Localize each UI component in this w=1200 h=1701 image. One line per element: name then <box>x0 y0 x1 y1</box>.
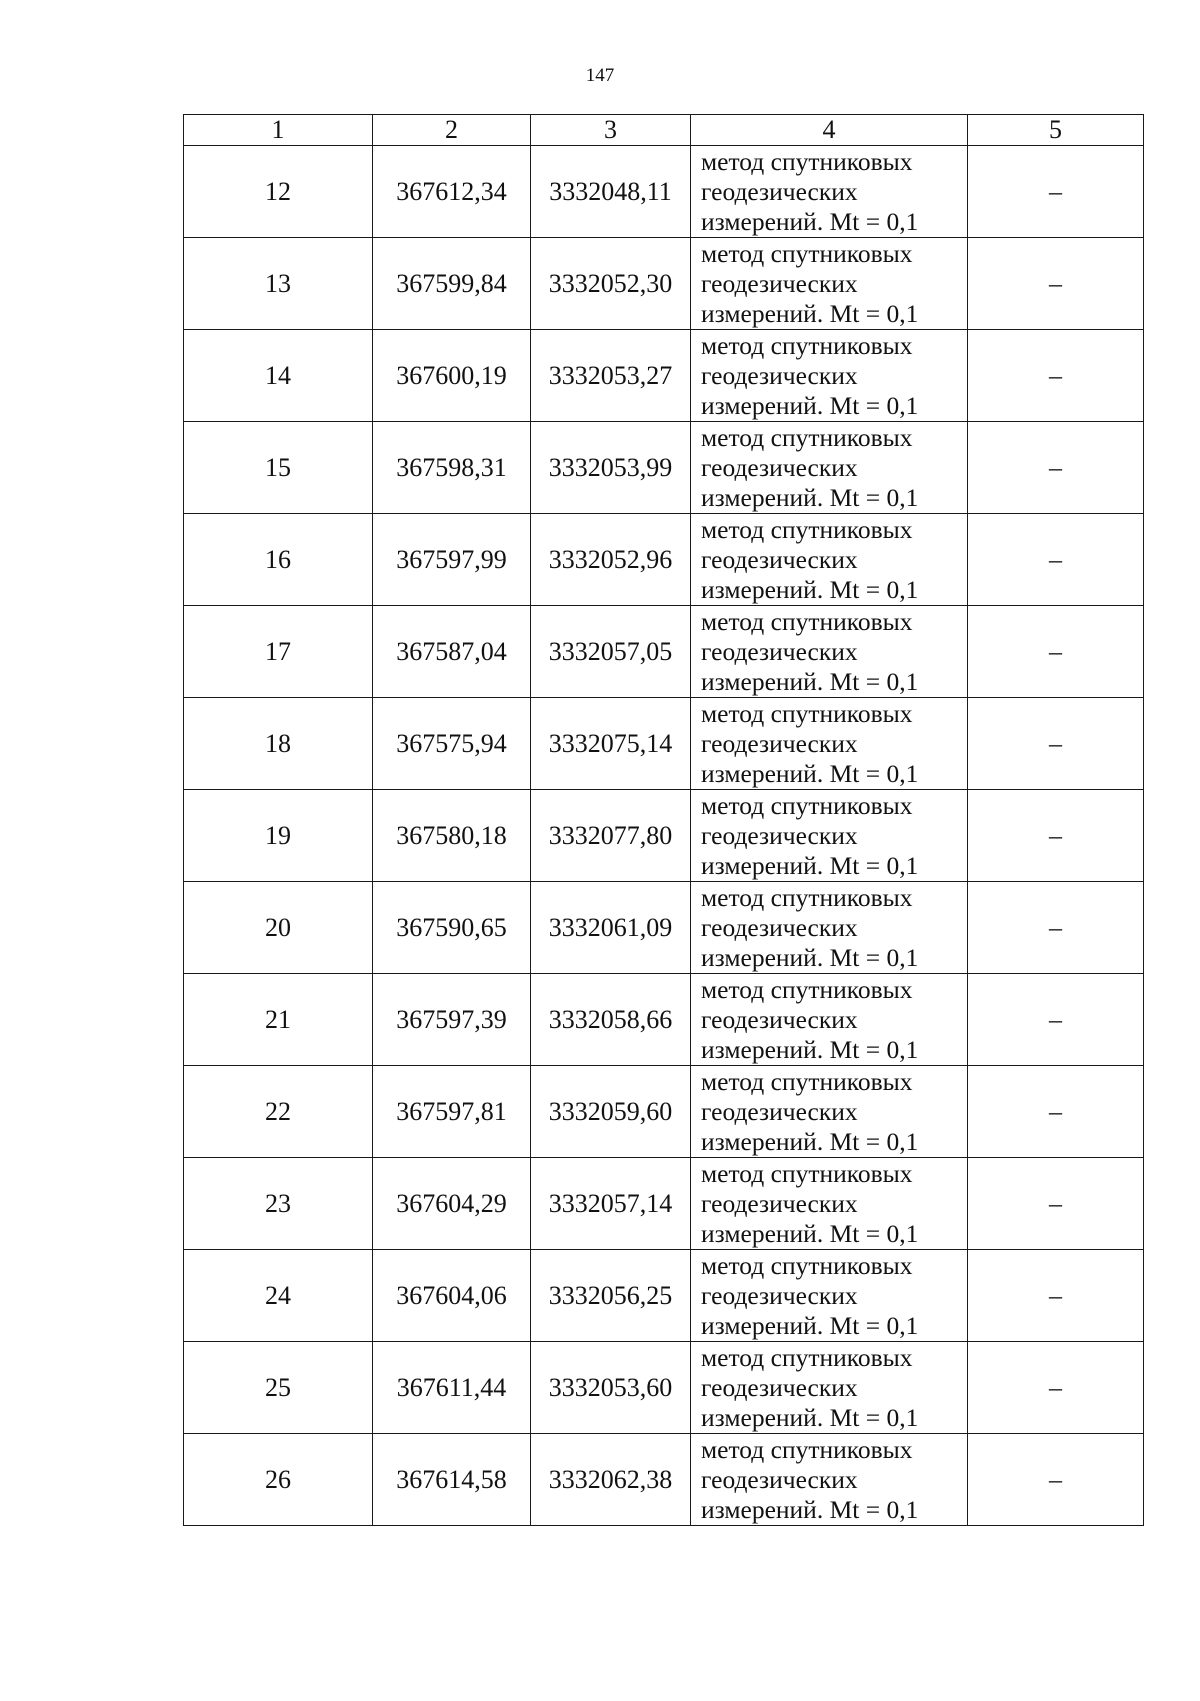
method-line: геодезических <box>701 820 858 850</box>
note-dash: – <box>968 1158 1144 1250</box>
note-dash: – <box>968 1342 1144 1434</box>
coordinate-x: 367612,34 <box>373 146 531 238</box>
page-number: 147 <box>585 65 615 86</box>
method-line: измерений. Mt = 0,1 <box>701 482 919 512</box>
note-dash: – <box>968 698 1144 790</box>
method-description <box>691 146 968 238</box>
coordinate-y: 3332052,96 <box>531 514 691 606</box>
coordinate-y: 3332052,30 <box>531 238 691 330</box>
method-line: измерений. Mt = 0,1 <box>701 1494 919 1524</box>
point-number: 24 <box>184 1250 373 1342</box>
method-line: измерений. Mt = 0,1 <box>701 390 919 420</box>
method-line: измерений. Mt = 0,1 <box>701 1126 919 1156</box>
method-line: метод спутниковых <box>701 1342 913 1372</box>
coordinate-x: 367600,19 <box>373 330 531 422</box>
method-line: метод спутниковых <box>701 514 913 544</box>
method-line: измерений. Mt = 0,1 <box>701 206 919 236</box>
method-description <box>691 1434 968 1526</box>
point-number: 25 <box>184 1342 373 1434</box>
method-line: метод спутниковых <box>701 790 913 820</box>
coordinate-x: 367590,65 <box>373 882 531 974</box>
note-dash: – <box>968 146 1144 238</box>
method-line: метод спутниковых <box>701 974 913 1004</box>
method-line: геодезических <box>701 912 858 942</box>
header-col-4: 4 <box>691 115 968 146</box>
method-line: метод спутниковых <box>701 146 913 176</box>
method-description <box>691 422 968 514</box>
header-row <box>184 115 1144 146</box>
coordinate-x: 367597,81 <box>373 1066 531 1158</box>
method-line: измерений. Mt = 0,1 <box>701 1402 919 1432</box>
point-number: 17 <box>184 606 373 698</box>
method-line: измерений. Mt = 0,1 <box>701 758 919 788</box>
method-line: измерений. Mt = 0,1 <box>701 942 919 972</box>
method-line: метод спутниковых <box>701 606 913 636</box>
method-line: геодезических <box>701 1188 858 1218</box>
method-line: метод спутниковых <box>701 238 913 268</box>
note-dash: – <box>968 882 1144 974</box>
note-dash: – <box>968 974 1144 1066</box>
method-description <box>691 514 968 606</box>
coordinate-y: 3332053,60 <box>531 1342 691 1434</box>
method-description <box>691 882 968 974</box>
method-line: метод спутниковых <box>701 422 913 452</box>
method-line: геодезических <box>701 1280 858 1310</box>
method-description <box>691 790 968 882</box>
method-description <box>691 238 968 330</box>
table-body <box>184 146 1144 1526</box>
method-line: геодезических <box>701 1004 858 1034</box>
method-line: метод спутниковых <box>701 1434 913 1464</box>
coordinate-x: 367604,29 <box>373 1158 531 1250</box>
note-dash: – <box>968 606 1144 698</box>
method-description <box>691 1158 968 1250</box>
coordinate-x: 367597,99 <box>373 514 531 606</box>
coordinate-x: 367599,84 <box>373 238 531 330</box>
table-row <box>184 514 1144 606</box>
method-line: измерений. Mt = 0,1 <box>701 1218 919 1248</box>
table-row <box>184 974 1144 1066</box>
table-row <box>184 1342 1144 1434</box>
coordinate-y: 3332059,60 <box>531 1066 691 1158</box>
note-dash: – <box>968 1434 1144 1526</box>
coordinate-x: 367614,58 <box>373 1434 531 1526</box>
note-dash: – <box>968 330 1144 422</box>
point-number: 22 <box>184 1066 373 1158</box>
method-description <box>691 606 968 698</box>
header-col-3: 3 <box>531 115 691 146</box>
coordinate-x: 367597,39 <box>373 974 531 1066</box>
note-dash: – <box>968 1066 1144 1158</box>
coordinate-x: 367587,04 <box>373 606 531 698</box>
coordinate-y: 3332053,27 <box>531 330 691 422</box>
table-row <box>184 1066 1144 1158</box>
point-number: 19 <box>184 790 373 882</box>
method-line: метод спутниковых <box>701 1158 913 1188</box>
point-number: 26 <box>184 1434 373 1526</box>
note-dash: – <box>968 422 1144 514</box>
method-line: геодезических <box>701 544 858 574</box>
method-line: метод спутниковых <box>701 1250 913 1280</box>
coordinate-y: 3332053,99 <box>531 422 691 514</box>
coordinate-y: 3332061,09 <box>531 882 691 974</box>
method-line: геодезических <box>701 176 858 206</box>
table-row <box>184 330 1144 422</box>
method-line: измерений. Mt = 0,1 <box>701 666 919 696</box>
method-line: измерений. Mt = 0,1 <box>701 1310 919 1340</box>
method-line: геодезических <box>701 728 858 758</box>
coordinate-y: 3332075,14 <box>531 698 691 790</box>
coordinate-y: 3332056,25 <box>531 1250 691 1342</box>
method-description <box>691 1250 968 1342</box>
point-number: 18 <box>184 698 373 790</box>
table-row <box>184 606 1144 698</box>
method-description <box>691 1066 968 1158</box>
method-line: измерений. Mt = 0,1 <box>701 574 919 604</box>
coordinate-y: 3332058,66 <box>531 974 691 1066</box>
method-description <box>691 698 968 790</box>
coordinate-x: 367580,18 <box>373 790 531 882</box>
note-dash: – <box>968 514 1144 606</box>
header-col-5: 5 <box>968 115 1144 146</box>
coordinate-x: 367575,94 <box>373 698 531 790</box>
coordinate-y: 3332057,05 <box>531 606 691 698</box>
method-line: измерений. Mt = 0,1 <box>701 298 919 328</box>
method-line: измерений. Mt = 0,1 <box>701 1034 919 1064</box>
table-row <box>184 238 1144 330</box>
method-line: геодезических <box>701 452 858 482</box>
coordinate-x: 367611,44 <box>373 1342 531 1434</box>
method-description <box>691 330 968 422</box>
table-row <box>184 146 1144 238</box>
table-row <box>184 1434 1144 1526</box>
method-line: метод спутниковых <box>701 330 913 360</box>
table-row <box>184 882 1144 974</box>
point-number: 13 <box>184 238 373 330</box>
table-header <box>184 115 1144 146</box>
method-line: метод спутниковых <box>701 882 913 912</box>
method-line: геодезических <box>701 1096 858 1126</box>
table-row <box>184 790 1144 882</box>
coordinate-y: 3332048,11 <box>531 146 691 238</box>
method-line: геодезических <box>701 268 858 298</box>
coordinate-y: 3332057,14 <box>531 1158 691 1250</box>
method-line: измерений. Mt = 0,1 <box>701 850 919 880</box>
method-line: геодезических <box>701 360 858 390</box>
coordinate-x: 367604,06 <box>373 1250 531 1342</box>
coordinate-y: 3332077,80 <box>531 790 691 882</box>
point-number: 21 <box>184 974 373 1066</box>
note-dash: – <box>968 790 1144 882</box>
header-col-2: 2 <box>373 115 531 146</box>
point-number: 12 <box>184 146 373 238</box>
table-row <box>184 698 1144 790</box>
method-line: геодезических <box>701 636 858 666</box>
method-line: метод спутниковых <box>701 1066 913 1096</box>
header-col-1: 1 <box>184 115 373 146</box>
point-number: 14 <box>184 330 373 422</box>
method-line: геодезических <box>701 1372 858 1402</box>
method-line: метод спутниковых <box>701 698 913 728</box>
point-number: 15 <box>184 422 373 514</box>
coordinates-table <box>183 114 1144 1526</box>
note-dash: – <box>968 238 1144 330</box>
method-description <box>691 1342 968 1434</box>
note-dash: – <box>968 1250 1144 1342</box>
table-row <box>184 1158 1144 1250</box>
method-line: геодезических <box>701 1464 858 1494</box>
coordinate-x: 367598,31 <box>373 422 531 514</box>
table-row <box>184 422 1144 514</box>
method-description <box>691 974 968 1066</box>
coordinate-y: 3332062,38 <box>531 1434 691 1526</box>
point-number: 20 <box>184 882 373 974</box>
point-number: 23 <box>184 1158 373 1250</box>
table-row <box>184 1250 1144 1342</box>
point-number: 16 <box>184 514 373 606</box>
